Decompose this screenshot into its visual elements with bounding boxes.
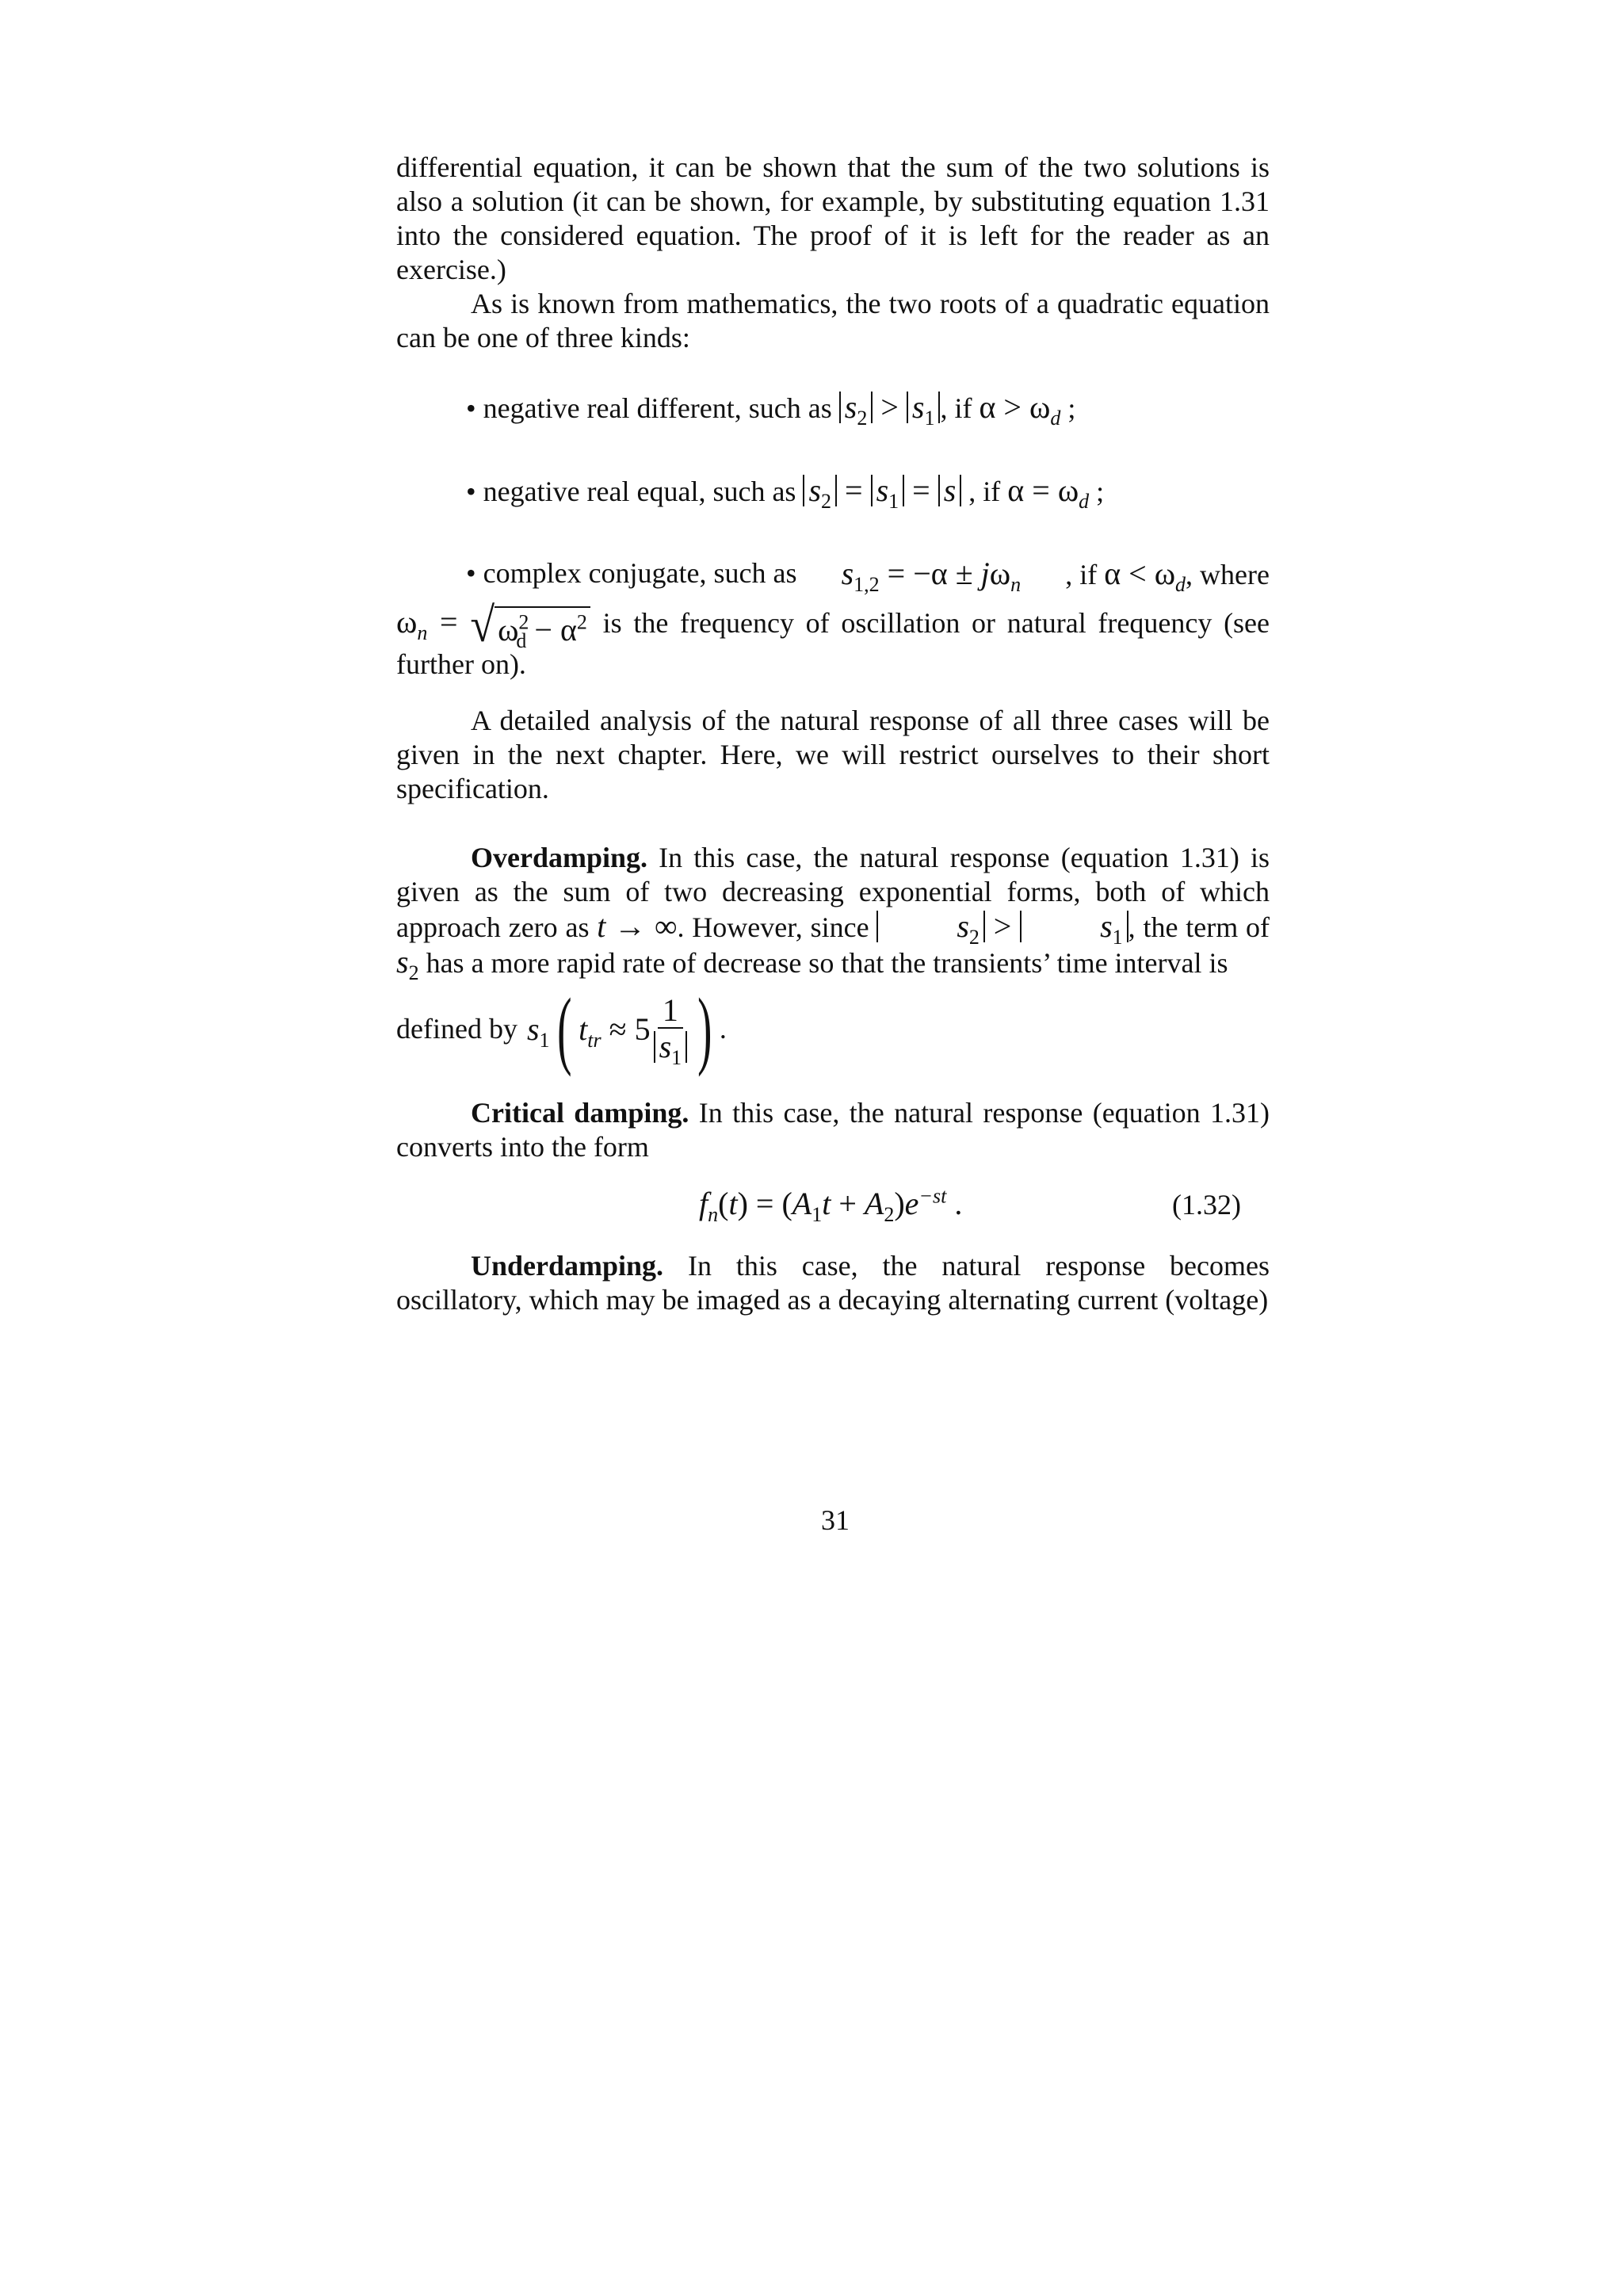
omega-definition-paragraph [396,598,1270,682]
overdamping-heading: Overdamping. [471,842,648,873]
bullet-if: , if [940,392,972,424]
overdamping-text-1: In this case, the natural response (equation 1.31) is given as the sum of two decreasing exponential forms, both of which approach zero as [396,842,1270,943]
math-condition: $\alpha < \omega_d$ [1104,556,1186,596]
omega-definition-continuation: (see further on). [396,607,1270,680]
math-inequality: $s_2 > s_1$ [876,908,1128,944]
underdamping-heading: Underdamping. [471,1250,664,1282]
analysis-paragraph: A detailed analysis of the natural response of all three cases will be given in the next chapter. Here, we will restrict ourselves to their short specification. [396,705,1270,804]
roots-intro-paragraph: As is known from mathematics, the two roots of a quadratic equation can be one of three kinds: [396,288,1270,353]
defined-by-text: defined by [396,1012,517,1045]
critical-damping-heading: Critical damping. [471,1097,689,1129]
bullet-symbol: • [466,557,476,589]
underdamping-text: In this case, the natural response becomes oscillatory, which may be imaged as a decaying alternating current (voltage) [396,1250,1270,1316]
overdamping-text-2: . However, since [677,911,869,943]
bullet-item-different [466,389,1270,430]
math-s2: $s_2$ [396,944,419,984]
bullet-end: ; [1067,392,1076,424]
page-number: 31 [821,1504,850,1536]
document-page [396,151,1270,1317]
intro-paragraph: differential equation, it can be shown that the sum of the two solutions is also a solution (it can be shown, for example, by substituting equation 1.31 into the considered equation. The proof of it is left for the reader as an exercise.) [396,151,1270,285]
bullet-end: ; [1096,476,1105,507]
bullet-text: complex conjugate, such as [483,557,797,589]
critical-damping-text: In this case, the natural response (equation 1.31) converts into the form [396,1097,1270,1163]
bullet-text: negative real different, such as [483,392,832,424]
overdamping-paragraph: Overdamping. In this case, the natural response (equation 1.31) is given as the sum of two decreasing exponential forms, both of which approach zero as t → ∞. However, since $s_2 > s_1$ , the term of $s_2$ has a more rapid rate of decrease so that the transients’ time interval is [396,842,1270,984]
bullet-text: negative real equal, such as [483,476,796,507]
math-expression: $s_2 > s_1$ [839,389,941,425]
bullet-if: , if [1065,559,1098,590]
omega-formula: $\omega_n$ = √ $\omega^2_d - \alpha^2$ [396,604,603,640]
equation-number: (1.32) [1172,1189,1241,1221]
math-condition: $\alpha > \omega_d$ [979,389,1061,430]
definition-period: . [719,1012,727,1045]
bullet-item-equal [466,472,1270,513]
omega-definition-text: is the frequency of oscillation or natural frequency [602,607,1212,640]
bullet-where: , where [1186,559,1270,590]
math-limit: t [597,908,606,944]
equation-1-32 [396,1184,1270,1226]
math-condition: $\alpha = \omega_d$ [1007,472,1090,513]
math-expression: $s_{1,2} = -\alpha \pm j\omega_n$ [841,556,1022,596]
critical-damping-paragraph [396,1096,1270,1164]
bullet-symbol: • [466,476,476,507]
math-expression: $s_2 = s_1 = s$ [803,472,961,508]
bullet-if: , if [968,476,1001,507]
math-transient-formula: ( $t_{tr} \approx 5$ $\frac{1}{s_1}$ ) [556,980,712,1077]
math-s1: $s_1$ [526,1010,550,1052]
overdamping-text-4: has a more rapid rate of decrease so that the transients’ time interval is [426,947,1228,979]
overdamping-text-3: , the term of [1128,911,1270,943]
overdamping-definition-row [396,980,1270,1077]
bullet-item-complex [466,556,1270,596]
equation-formula: $f_n(t) = (A_1t + A_2)e^{-st}$ . [699,1184,963,1226]
bullet-symbol: • [466,392,476,424]
underdamping-paragraph [396,1249,1270,1317]
